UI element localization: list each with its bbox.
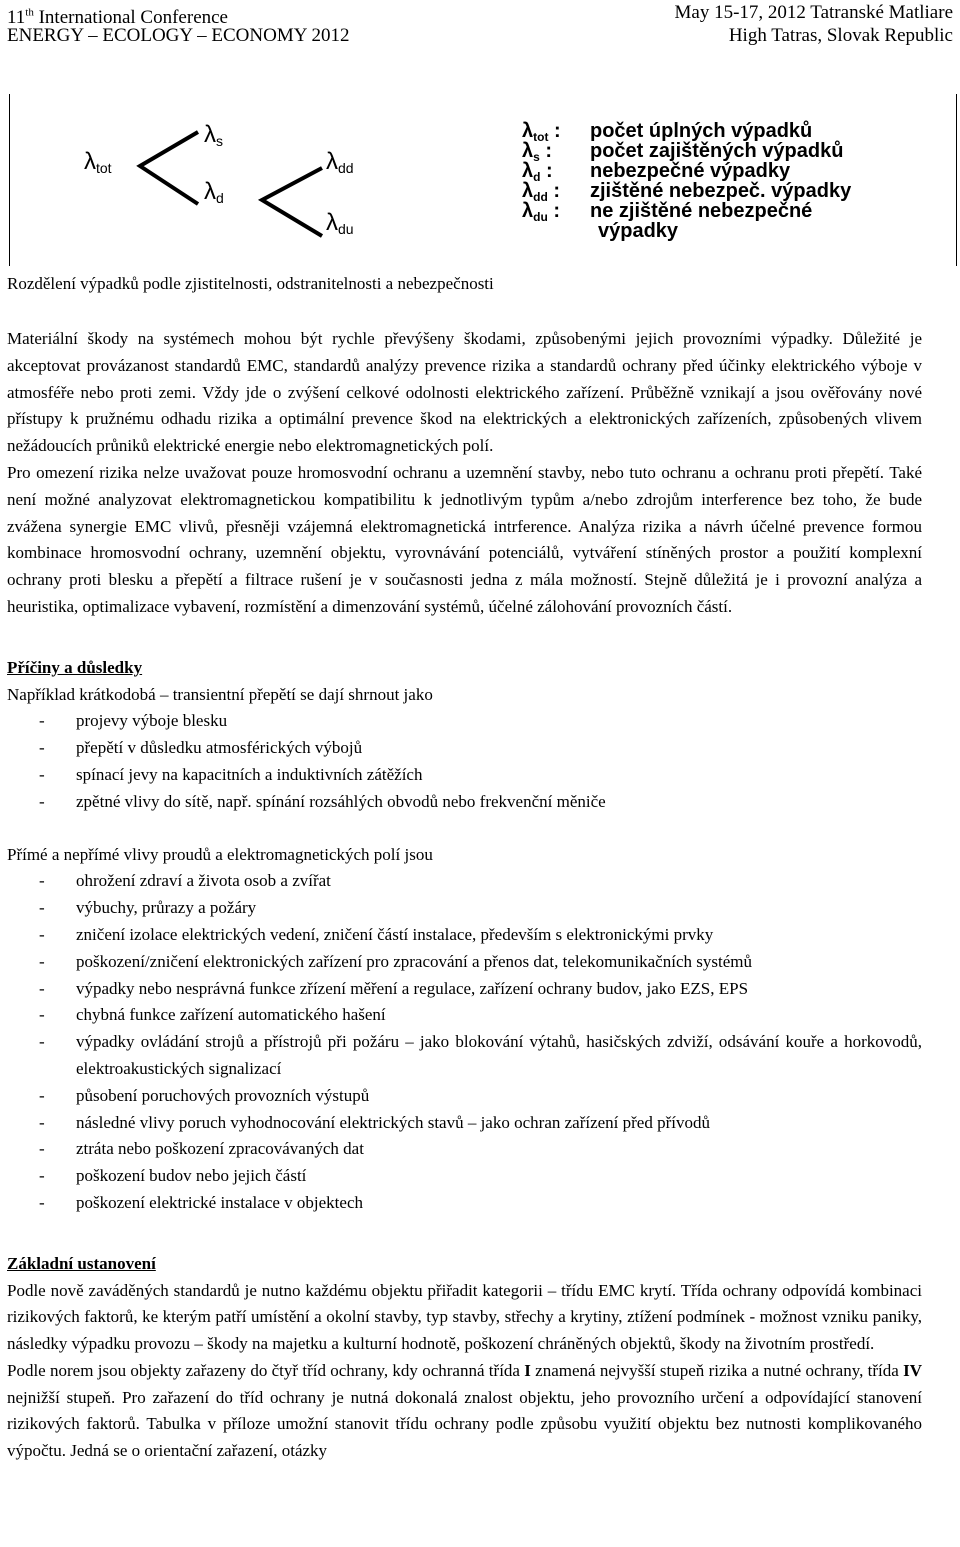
list-item: - ztráta nebo poškození zpracovávaných dat <box>7 1136 922 1163</box>
body-text <box>7 326 922 1465</box>
figure-caption: Rozdělení výpadků podle zjistitelnosti, odstranitelnosti a nebezpečnosti <box>7 274 494 293</box>
legend-text-s: počet zajištěných výpadků <box>590 140 844 162</box>
legend-text-du: ne zjištěné nebezpečné <box>590 200 813 222</box>
figure-legend <box>522 120 852 242</box>
list-item: - chybná funkce zařízení automatického hašení <box>7 1002 922 1029</box>
list-item: - ohrožení zdraví a života osob a zvířat <box>7 868 922 895</box>
conference-header-line2 <box>7 25 953 47</box>
intro-paragraph: Materiální škody na systémech mohou být rychle převýšeny škodami, způsobenými jejich provozními výpadky. Důležité je akceptovat provázanost standardů EMC, standardů analýzy prevence rizika a standardů ochrany před účinky elektrického výboje v atmosféře nebo proti zemi. Vždy jde o zvýšení celkové odolnosti elektrického zařízení. Průběžně vznikají a jsou ověřovány nové přístupy k pružnému odhadu rizika a optimální prevence škod na elektrických a elektronických zařízeních, způsobených vlivem nežádoucích průniků elektrické energie nebo elektromagnetických polí. <box>7 329 922 456</box>
lambda-du-symbol: λdu <box>326 209 354 237</box>
effects-list <box>7 868 922 1216</box>
class-i: I <box>524 1360 531 1380</box>
list-item: - výpadky nebo nesprávná funkce zřízení měření a regulace, zařízení ochrany budov, jako EZS, EPS <box>7 976 922 1003</box>
branch-angle-right <box>262 168 322 236</box>
list-item: - zničení izolace elektrických vedení, zničení částí instalace, především s elektronickými prvky <box>7 922 922 949</box>
lambda-s-symbol: λs <box>204 121 223 149</box>
basics-paragraph-2: Podle norem jsou objekty zařazeny do čtyř tříd ochrany, kdy ochranná třída I znamená nejvyšší stupeň rizika a nutné ochrany, třída IV nejnižší stupeň. Pro zařazení do tříd ochrany je nutná dokonalá znalost objektu, jeho provozního určení a odpovídající stanovení rizikových faktorů. Tabulka v příloze umožní stanovit třídu ochrany podle způsobu využití objektu bez nutnosti komplikovaného výpočtu. Jedná se o orientační zařazení, otázky <box>7 1360 922 1461</box>
list-item: - poškození/zničení elektronických zařízení pro zpracování a přenos dat, telekomunikačních systémů <box>7 949 922 976</box>
class-iv: IV <box>903 1360 922 1380</box>
conference-title: 11th International Conference <box>7 7 228 29</box>
list-item: - poškození elektrické instalace v objektech <box>7 1190 922 1217</box>
list-item: - přepětí v důsledku atmosférických výbojů <box>7 735 922 762</box>
list-item: - projevy výboje blesku <box>7 708 922 735</box>
conference-subtitle: ENERGY – ECOLOGY – ECONOMY 2012 <box>7 25 350 46</box>
legend-symbol-tot: $\lambda_{tot}$ : <box>522 120 561 144</box>
causes-lead: Například krátkodobá – transientní přepětí se dají shrnout jako <box>7 684 433 704</box>
list-item: - zpětné vlivy do sítě, např. spínání rozsáhlých obvodů nebo frekvenční měniče <box>7 789 922 816</box>
legend-text-dd: zjištěné nebezpeč. výpadky <box>590 180 852 202</box>
list-item: - následné vlivy poruch vyhodnocování elektrických stavů – jako ochran zařízení před přívodů <box>7 1110 922 1137</box>
conference-region: High Tatras, Slovak Republic <box>728 25 953 46</box>
legend-symbol-du: $\lambda_{du}$ : <box>522 200 561 224</box>
transient-list <box>7 708 922 815</box>
basics-paragraph-1: Podle nově zaváděných standardů je nutno každému objektu přiřadit kategorii – třídu EMC krytí. Třída ochrany odpovídá kombinaci rizikových faktorů, ke kterým patří umístění a okolní stavby, typ stavby, střechy a krytiny, ztížení podmínek - možnost vzniku paniky, následky výpadku provozu – škody na majetku a kulturní hodnotě, poškození chráněných objektů, škody na životním prostředí. <box>7 1280 922 1354</box>
legend-symbol-dd: $\lambda_{dd}$ : <box>522 180 561 204</box>
section-heading-basics: Základní ustanovení <box>7 1253 156 1273</box>
list-item: - výpadky ovládání strojů a přístrojů při požáru – jako blokování výtahů, hasičských zdviží, odsávání kouře a horkovodů, elektroakustických signalizací <box>7 1029 922 1083</box>
list-item: - působení poruchových provozních výstupů <box>7 1083 922 1110</box>
failure-tree-diagram <box>10 94 956 266</box>
list-item: - spínací jevy na kapacitních a induktivních zátěžích <box>7 762 922 789</box>
risk-paragraph: Pro omezení rizika nelze uvažovat pouze hromosvodní ochranu a uzemnění stavby, nebo tuto ochranu a ochranu proti přepětí. Také není možné analyzovat elektromagnetickou kompatibilitu k jednotlivým typům a/nebo zdrojům interference bez toho, že bude zvážena synergie EMC vlivů, přesněji vzájemná elektromagnetická intrference. Analýza rizika a návrh účelné prevence formou kombinace hromosvodní ochrany, uzemnění objektu, vyrovnávání potenciálů, vytváření stíněných prostor a použití komplexní ochrany proti blesku a přepětí a filtrace rušení je v současnosti jedna z mála možností. Stejně důležitá je i provozní analýza a heuristika, optimalizace vybavení, rozmístění a dimenzování systémů, účelné zálohování provozních částí. <box>7 462 922 616</box>
failure-classification-figure <box>9 94 957 266</box>
legend-text-d: nebezpečné výpadky <box>590 160 791 182</box>
legend-text-tot: počet úplných výpadků <box>590 120 813 142</box>
legend-text-du-cont: výpadky <box>598 220 679 242</box>
list-item: - výbuchy, průrazy a požáry <box>7 895 922 922</box>
branch-angle-left <box>140 132 198 204</box>
legend-symbol-s: $\lambda_s$ : <box>522 140 553 164</box>
lambda-dd-symbol: λdd <box>326 148 354 176</box>
legend-symbol-d: $\lambda_d$ : <box>522 160 553 184</box>
section-heading-causes: Příčiny a důsledky <box>7 657 143 677</box>
effects-lead: Přímé a nepřímé vlivy proudů a elektromagnetických polí jsou <box>7 844 433 864</box>
conference-date-place: May 15-17, 2012 Tatranské Matliare <box>674 2 953 23</box>
list-item: - poškození budov nebo jejich částí <box>7 1163 922 1190</box>
lambda-tot-symbol: λtot <box>84 148 112 176</box>
lambda-d-symbol: λd <box>204 178 224 206</box>
